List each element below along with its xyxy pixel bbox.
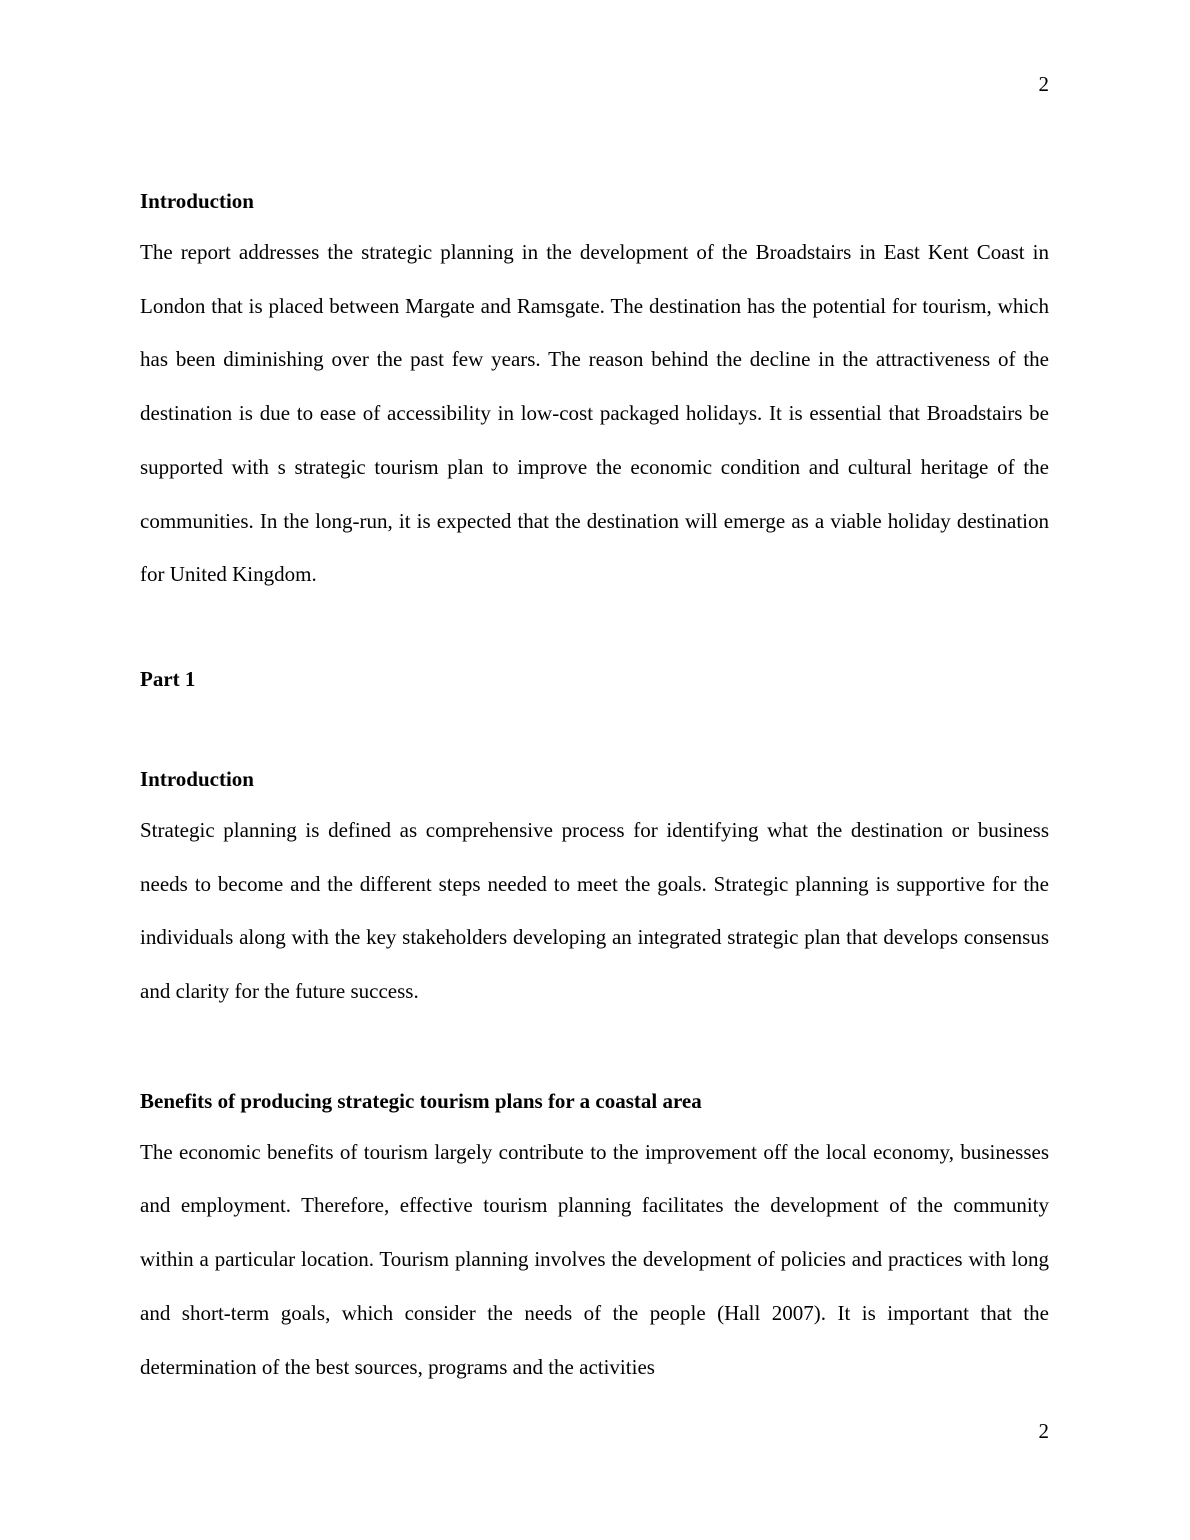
- benefits-heading: Benefits of producing strategic tourism plans for a coastal area: [140, 1088, 702, 1113]
- page-number-top: 2: [1038, 72, 1049, 96]
- introduction-paragraph: The report addresses the strategic planning in the development of the Broadstairs in East Kent Coast in London that is placed between Margate and Ramsgate. The destination has the potential for tourism, which has been diminishing over the past few years. The reason behind the decline in the attractiveness of the destination is due to ease of accessibility in low-cost packaged holidays. It is essential that Broadstairs be supported with s strategic tourism plan to improve the economic condition and cultural heritage of the communities. In the long-run, it is expected that the destination will emerge as a viable holiday destination for United Kingdom.: [140, 240, 1049, 587]
- benefits-paragraph: The economic benefits of tourism largely contribute to the improvement off the local economy, businesses and employment. Therefore, effective tourism planning facilitates the development of the community within a particular location. Tourism planning involves the development of policies and practices with long and short-term goals, which consider the needs of the people (Hall 2007). It is important that the determination of the best sources, programs and the activities: [140, 1139, 1049, 1379]
- part-1-introduction-paragraph: Strategic planning is defined as comprehensive process for identifying what the destination or business needs to become and the different steps needed to meet the goals. Strategic planning is supportive for the individuals along with the key stakeholders developing an integrated strategic plan that develops consensus and clarity for the future success.: [140, 817, 1049, 1004]
- introduction-heading: Introduction: [140, 189, 254, 213]
- part-1-introduction-heading: Introduction: [140, 766, 254, 791]
- page-number-bottom: 2: [1038, 1419, 1049, 1443]
- part-1-heading: Part 1: [140, 666, 196, 691]
- document-body: [140, 186, 1049, 1394]
